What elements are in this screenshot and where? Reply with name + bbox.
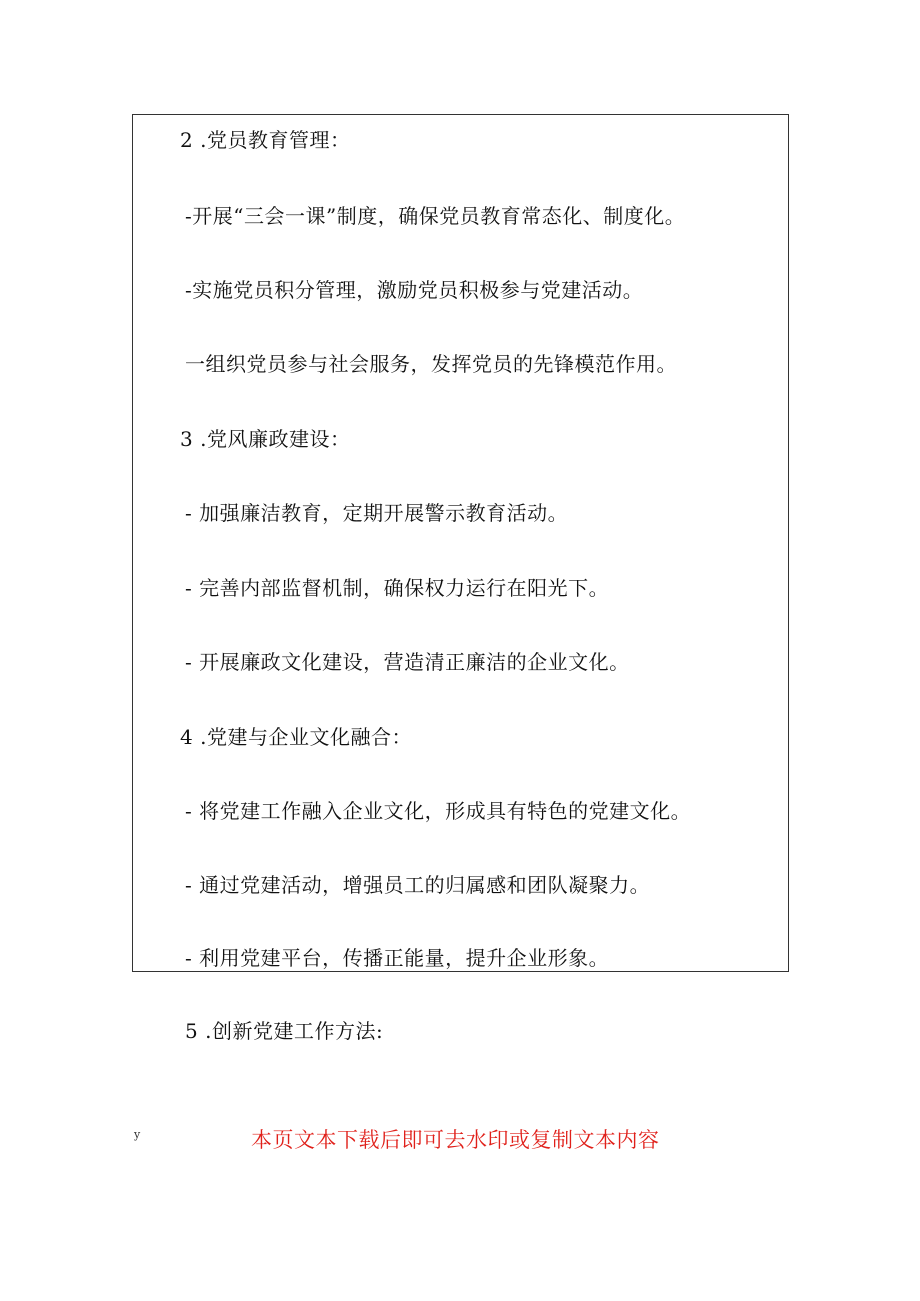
- list-item: -开展“三会一课”制度，确保党员教育常态化、制度化。: [185, 204, 686, 228]
- section-heading-2: 2 .党员教育管理：: [180, 128, 351, 152]
- list-item: - 开展廉政文化建设，营造清正廉洁的企业文化。: [185, 650, 630, 674]
- download-notice: 本页文本下载后即可去水印或复制文本内容: [251, 1128, 660, 1152]
- section-heading-3: 3 .党风廉政建设：: [180, 427, 351, 451]
- list-item: - 完善内部监督机制，确保权力运行在阳光下。: [185, 576, 610, 600]
- list-item: - 加强廉洁教育，定期开展警示教育活动。: [185, 501, 569, 525]
- list-item: 一组织党员参与社会服务，发挥党员的先锋模范作用。: [185, 352, 677, 376]
- section-heading-4: 4 .党建与企业文化融合：: [180, 725, 412, 749]
- list-item: - 通过党建活动，增强员工的归属感和团队凝聚力。: [185, 873, 651, 897]
- content-frame: [132, 114, 789, 972]
- list-item: -实施党员积分管理，激励党员积极参与党建活动。: [185, 278, 644, 302]
- list-item: - 将党建工作融入企业文化，形成具有特色的党建文化。: [185, 799, 692, 823]
- footer-mark: y: [134, 1128, 141, 1141]
- section-heading-5: 5 .创新党建工作方法:: [185, 1019, 384, 1043]
- list-item: - 利用党建平台，传播正能量，提升企业形象。: [185, 946, 610, 970]
